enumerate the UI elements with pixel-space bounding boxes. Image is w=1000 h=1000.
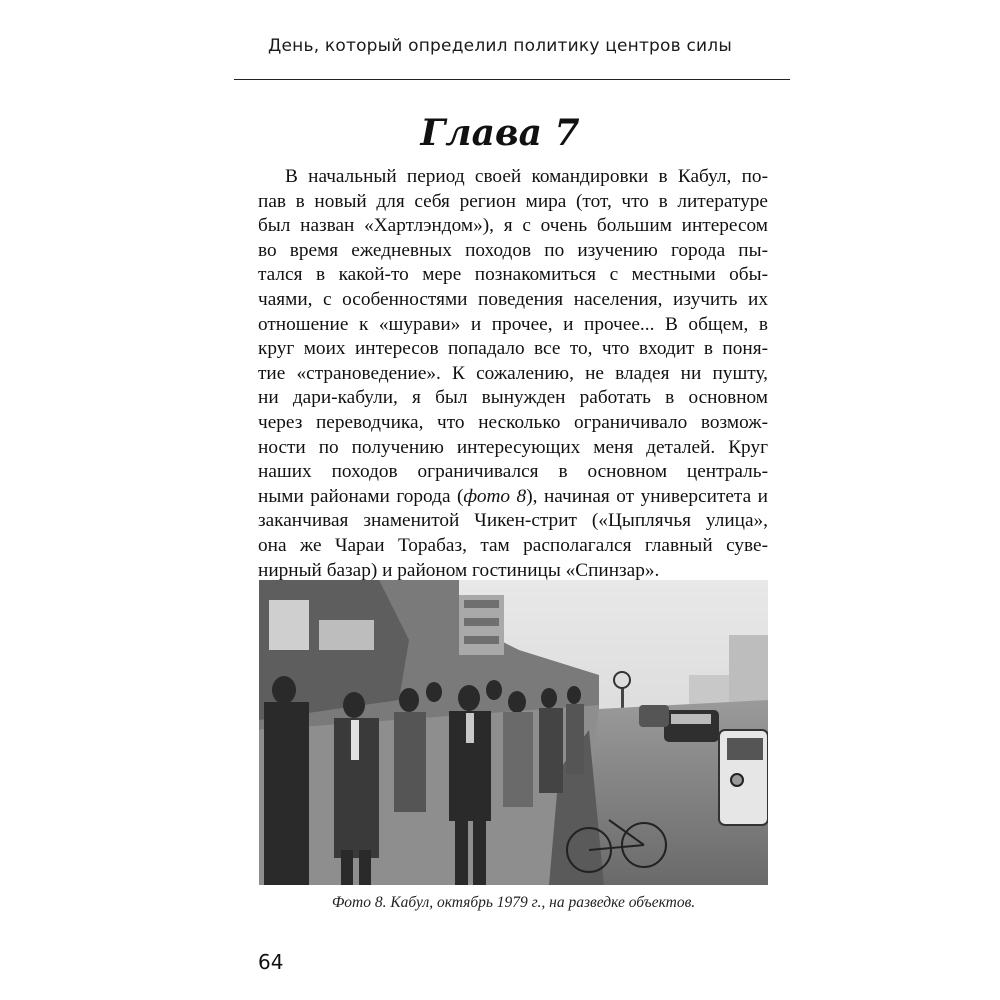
- chapter-title: Глава 7: [420, 112, 580, 154]
- pedestrian-body: [539, 708, 563, 793]
- road-sign: [614, 672, 630, 688]
- running-head: День, который определил политику центров силы: [268, 36, 732, 56]
- text-fragment: ), начиная от университета и: [526, 485, 768, 507]
- pedestrian-head: [567, 686, 581, 704]
- text-line: нирный базар) и районом гостиницы «Спинзар».: [258, 559, 660, 581]
- balcony: [464, 636, 499, 644]
- pedestrian-head: [399, 688, 419, 712]
- street-photo: [259, 580, 768, 885]
- balcony: [464, 600, 499, 608]
- header-rule: [234, 79, 790, 80]
- pedestrian-legs: [455, 818, 468, 885]
- pedestrian-head: [508, 691, 526, 713]
- distant-building: [689, 675, 729, 705]
- text-line: тие «страноведение». К сожалению, не владея ни пушту,: [258, 362, 768, 384]
- text-line: отношение к «шурави» и прочее, и прочее... В общем, в: [258, 313, 768, 335]
- photo-reference: фото 8: [463, 485, 527, 507]
- text-line: через переводчика, что несколько ограничивало возмож-: [258, 411, 768, 433]
- street-photo-illustration: [259, 580, 768, 885]
- text-line: ни дари-кабули, я был вынужден работать в основном: [258, 387, 768, 409]
- pedestrian-head: [272, 676, 296, 704]
- balcony: [464, 618, 499, 626]
- text-line: ности по получению интересующих меня деталей. Круг: [258, 436, 768, 458]
- body-text: [258, 165, 768, 608]
- pedestrian-head: [541, 688, 557, 708]
- car-window: [727, 738, 763, 760]
- pedestrian-head: [426, 682, 442, 702]
- shop-sign: [319, 620, 374, 650]
- photo-caption: Фото 8. Кабул, октябрь 1979 г., на разведке объектов.: [331, 894, 696, 911]
- text-line: пав в новый для себя регион мира (тот, что в литературе: [258, 190, 768, 212]
- pedestrian-body: [394, 712, 426, 812]
- text-line: чаями, с особенностями поведения населения, изучить их: [258, 288, 768, 310]
- car: [639, 705, 669, 727]
- pedestrian-body: [503, 712, 533, 807]
- text-line: тался в какой-то мере познакомиться с местными обы-: [258, 264, 768, 286]
- text-line: она же Чараи Торабаз, там располагался главный суве-: [258, 534, 768, 556]
- shop-sign: [269, 600, 309, 650]
- text-line: В начальный период своей командировки в Кабул, по-: [285, 166, 768, 187]
- pedestrian-legs: [359, 850, 371, 885]
- pedestrian-legs: [341, 850, 353, 885]
- pedestrian-head: [343, 692, 365, 718]
- text-line-with-photo-ref: [258, 485, 768, 510]
- car-window: [671, 714, 711, 724]
- shirt: [466, 713, 474, 743]
- text-line: наших походов ограничивался в основном централь-: [258, 461, 768, 483]
- text-fragment: ными районами города (: [258, 485, 464, 507]
- car-headlight: [731, 774, 743, 786]
- text-line: заканчивая знаменитой Чикен-стрит («Цыплячья улица»,: [258, 510, 768, 532]
- distant-building: [729, 635, 768, 705]
- text-line: во время ежедневных походов по изучению города пы-: [258, 239, 768, 261]
- pedestrian-body: [264, 702, 309, 885]
- pedestrian-body: [566, 704, 584, 774]
- shirt: [351, 720, 359, 760]
- text-line: круг моих интересов попадало все то, что входит в поня-: [258, 338, 768, 360]
- pedestrian-head: [486, 680, 502, 700]
- pedestrian-legs: [473, 818, 486, 885]
- text-line: был назван «Хартлэндом»), я с очень большим интересом: [258, 215, 768, 237]
- page-number: 64: [258, 950, 284, 974]
- pedestrian-head: [458, 685, 480, 711]
